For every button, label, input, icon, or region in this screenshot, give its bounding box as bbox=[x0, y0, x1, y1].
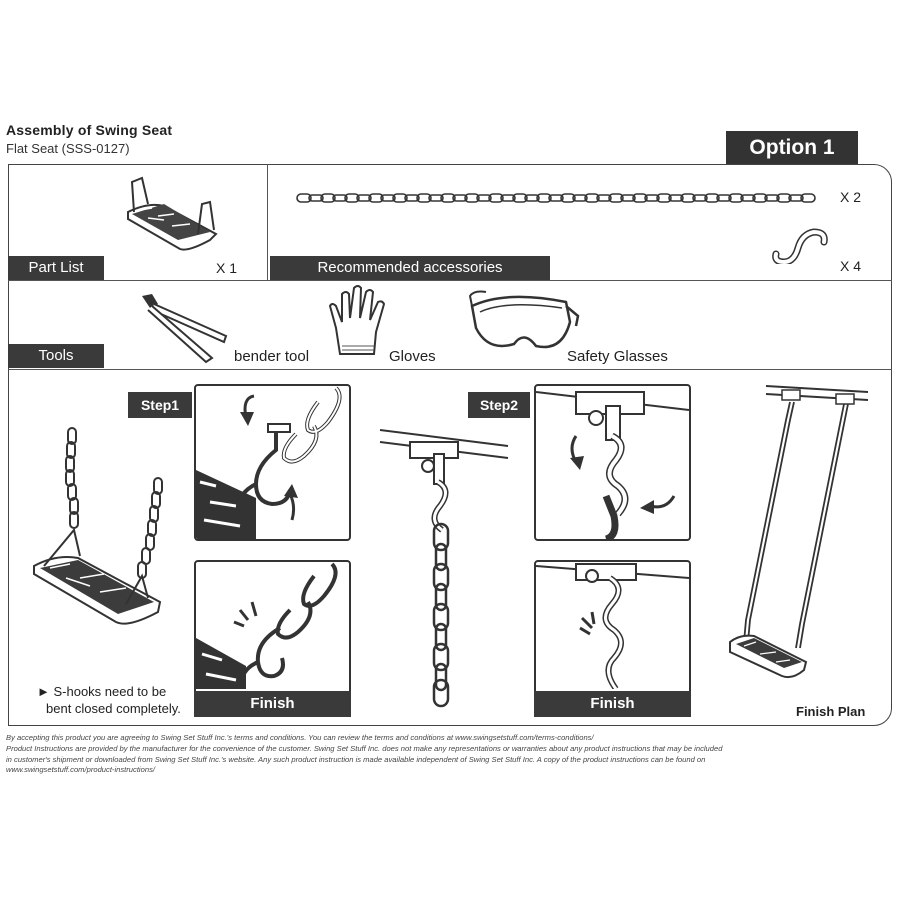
tools-label: Tools bbox=[8, 344, 104, 368]
tool-label-bender: bender tool bbox=[234, 348, 310, 365]
tool-label-glasses: Safety Glasses bbox=[567, 348, 668, 365]
step2-panel bbox=[534, 384, 691, 541]
divider-tools bbox=[8, 369, 892, 370]
option-badge: Option 1 bbox=[726, 131, 858, 164]
page-subtitle: Flat Seat (SSS-0127) bbox=[6, 141, 130, 156]
safety-glasses-icon bbox=[466, 286, 582, 358]
accessories-label: Recommended accessories bbox=[270, 256, 550, 280]
page-title: Assembly of Swing Seat bbox=[6, 122, 173, 138]
swing-seat-icon bbox=[118, 174, 223, 260]
chain-icon bbox=[296, 190, 818, 206]
step2-label: Step2 bbox=[468, 392, 530, 418]
s-hook-note-line1: ► S-hooks need to be bbox=[37, 684, 167, 699]
step1-panel bbox=[194, 384, 351, 541]
bender-tool-icon bbox=[136, 292, 232, 364]
chain-quantity: X 2 bbox=[840, 189, 862, 205]
disclaimer bbox=[6, 733, 894, 776]
divider-parts bbox=[8, 280, 892, 281]
step1-label: Step1 bbox=[128, 392, 192, 418]
tool-label-gloves: Gloves bbox=[389, 348, 436, 365]
gloves-icon bbox=[326, 284, 392, 358]
disclaimer-line: Product Instructions are provided by the manufacturer for the convenience of the customer. Swing Set Stuff Inc. does not make any representations or warranties about any product instructions that may be included bbox=[6, 743, 723, 753]
swing-seat-with-chains-icon bbox=[30, 426, 170, 638]
finish-plan-label: Finish Plan bbox=[796, 704, 866, 719]
s-hook-icon bbox=[770, 228, 830, 264]
finish-plan-swing-icon bbox=[726, 380, 872, 684]
part-list-label: Part List bbox=[8, 256, 104, 280]
hanging-chain-icon bbox=[378, 424, 510, 708]
step2-finish-label: Finish bbox=[534, 691, 691, 717]
s-hook-quantity: X 4 bbox=[840, 258, 862, 274]
s-hook-note-line2: bent closed completely. bbox=[46, 701, 181, 716]
disclaimer-line: By accepting this product you are agreeing to Swing Set Stuff Inc.'s terms and conditions. You can review the terms and conditions at www.swingsetstuff.com/terms-conditions/ bbox=[6, 733, 594, 742]
step1-finish-label: Finish bbox=[194, 691, 351, 717]
divider-vertical bbox=[267, 164, 268, 280]
seat-quantity: X 1 bbox=[216, 260, 238, 276]
disclaimer-line: in customer's shipment or downloaded from Swing Set Stuff Inc.'s website. Any such product instruction is made available independent of Swing Set Stuff Inc. A copy of the product instructions can be found on bbox=[6, 754, 706, 764]
disclaimer-line: www.swingsetstuff.com/product-instructions/ bbox=[6, 765, 155, 775]
